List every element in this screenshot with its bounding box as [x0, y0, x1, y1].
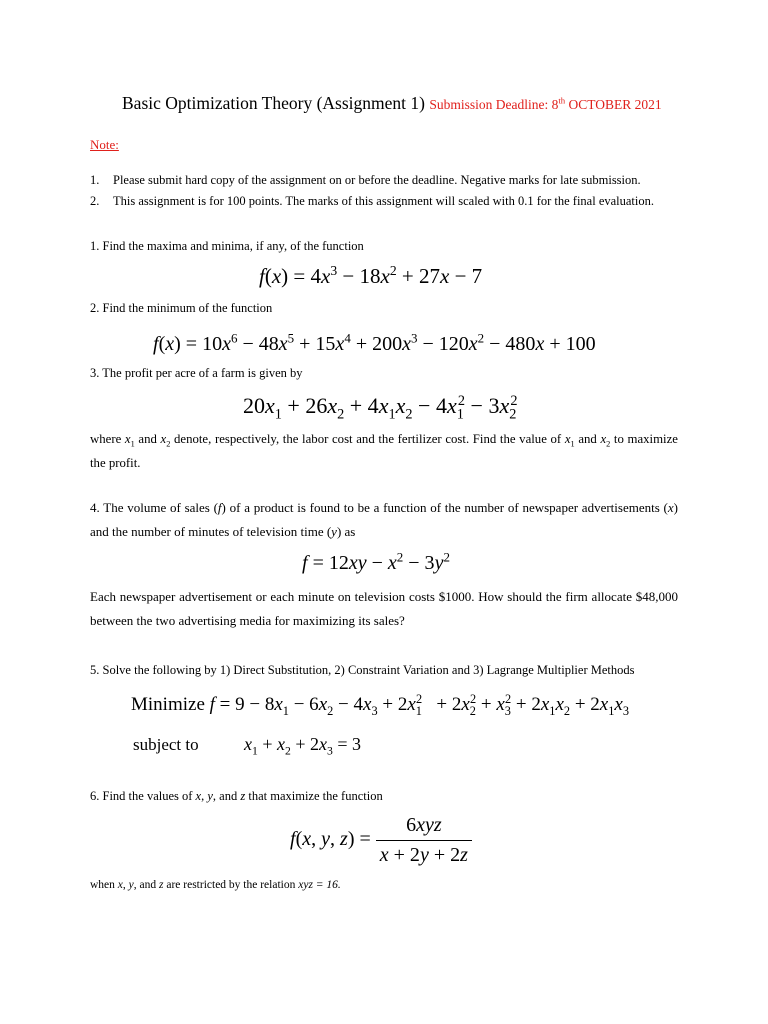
question-1-text: 1. Find the maxima and minima, if any, of the function: [90, 239, 364, 253]
question-6-equation: f(x, y, z) = $\frac{\text{6xyz}}{x + 2y + 2z}$: [290, 814, 472, 867]
question-4-description: Each newspaper advertisement or each minute on television costs $1000. How should the firm allocate $48,000 between the two advertising media for maximizing its sales?: [90, 589, 678, 628]
assignment-title: Basic Optimization Theory (Assignment 1): [122, 93, 425, 113]
question-4-text: 4. The volume of sales (f) of a product is found to be a function of the number of newspaper advertisements (x) and the number of minutes of television time (y) as: [90, 500, 678, 539]
question-5-constraint-label: subject to: [133, 735, 199, 754]
note-label: Note:: [90, 137, 119, 152]
question-3-equation: $20x_1 + 26x_2 + 4x_1x_2 - 4x_1^2 - 3x_2^2$: [243, 392, 518, 423]
question-5-constraint: $x_1 + x_2 + 2x_3 = 3$: [244, 734, 361, 758]
question-3-description: where $x_1$ and $x_2$ denote, respectively, the labor cost and the fertilizer cost. Find the value of $x_1$ and $x_2$ to maximize the profit.: [90, 432, 678, 470]
note-item-1: 1. Please submit hard copy of the assignment on or before the deadline. Negative marks for late submission.: [90, 173, 641, 187]
question-4-equation: $f = 12xy - x^2 - 3y^2$: [302, 549, 450, 574]
question-5-objective: Minimize $f = 9 - 8x_1 - 6x_2 - 4x_3 + 2x_1^2 + 2x_2^2 + x_3^2 + 2x_1x_2 + 2x_1x_3$: [131, 691, 629, 718]
question-1-equation: $f(x) = 4x^3 - 18x^2 + 27x - 7$: [259, 263, 483, 288]
assignment-header: [122, 93, 662, 114]
note-item-2: 2. This assignment is for 100 points. The marks of this assignment will scaled with 0.1 for the final evaluation.: [90, 194, 655, 208]
question-2-text: 2. Find the minimum of the function: [90, 301, 273, 315]
question-2-equation: $f(x) = 10x^6 - 48x^5 + 15x^4 + 200x^3 - 120x^2 - 480x + 100$: [153, 330, 596, 355]
question-6-text: 6. Find the values of x, y, and z that maximize the function: [90, 789, 383, 803]
question-3-text: 3. The profit per acre of a farm is given by: [90, 366, 303, 380]
question-6-description: when x, y, and z are restricted by the relation xyz = 16.: [90, 879, 341, 891]
question-5-text: 5. Solve the following by 1) Direct Substitution, 2) Constraint Variation and 3) Lagrange Multiplier Methods: [90, 663, 635, 677]
submission-deadline: Submission Deadline: 8th OCTOBER 2021: [429, 95, 662, 112]
